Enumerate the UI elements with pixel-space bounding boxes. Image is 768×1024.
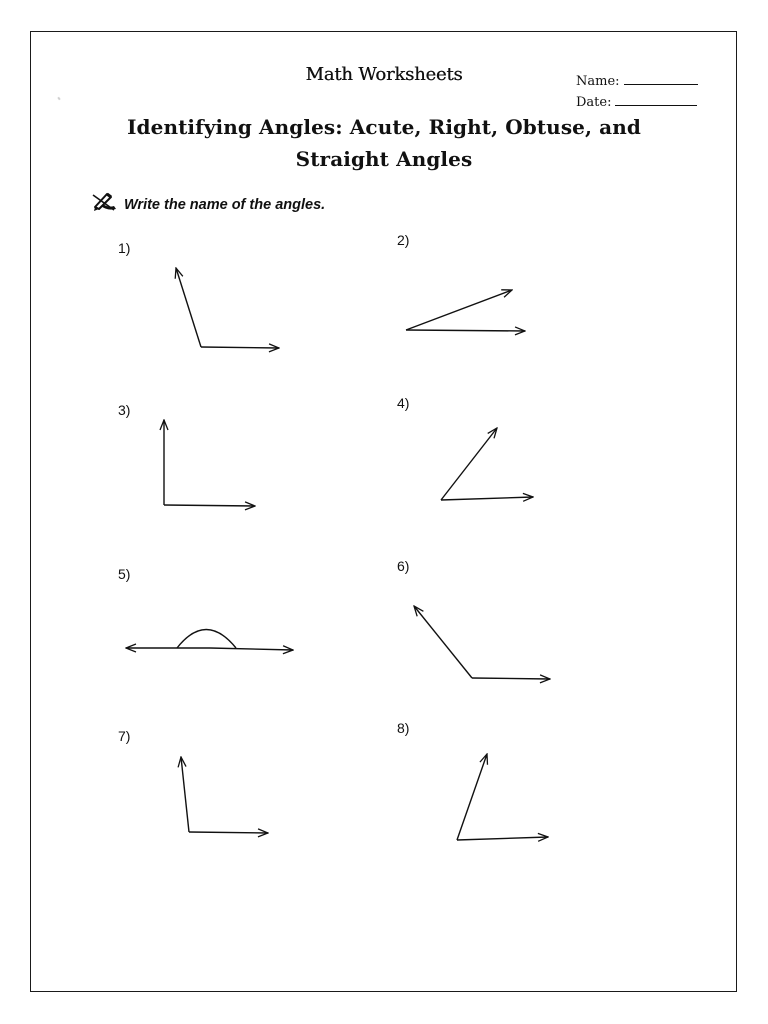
problem-4-label: 4) (397, 395, 410, 411)
angle-diagram-8 (457, 754, 548, 840)
angle-diagram-2 (406, 290, 525, 331)
angle-diagram-3 (164, 420, 255, 506)
problem-8-label: 8) (397, 720, 410, 736)
instruction-text: Write the name of the angles. (124, 196, 326, 213)
angle-diagram-5 (126, 630, 293, 651)
problem-1-label: 1) (118, 240, 131, 256)
page-title-line-1: Identifying Angles: Acute, Right, Obtuse, and (127, 115, 641, 139)
angle-diagram-6 (414, 606, 550, 679)
angle-diagram-7 (181, 757, 268, 833)
problem-2-label: 2) (397, 232, 410, 248)
problem-5-label: 5) (118, 566, 131, 582)
problem-7-label: 7) (118, 728, 131, 744)
problem-3-label: 3) (118, 402, 131, 418)
angle-diagram-1 (176, 268, 279, 348)
name-label: Name: (576, 74, 620, 89)
date-label: Date: (576, 95, 612, 110)
problem-6-label: 6) (397, 558, 410, 574)
worksheet-header-title: Math Worksheets (305, 64, 463, 85)
page-title-line-2: Straight Angles (295, 147, 473, 171)
angle-diagram-4 (441, 428, 533, 500)
